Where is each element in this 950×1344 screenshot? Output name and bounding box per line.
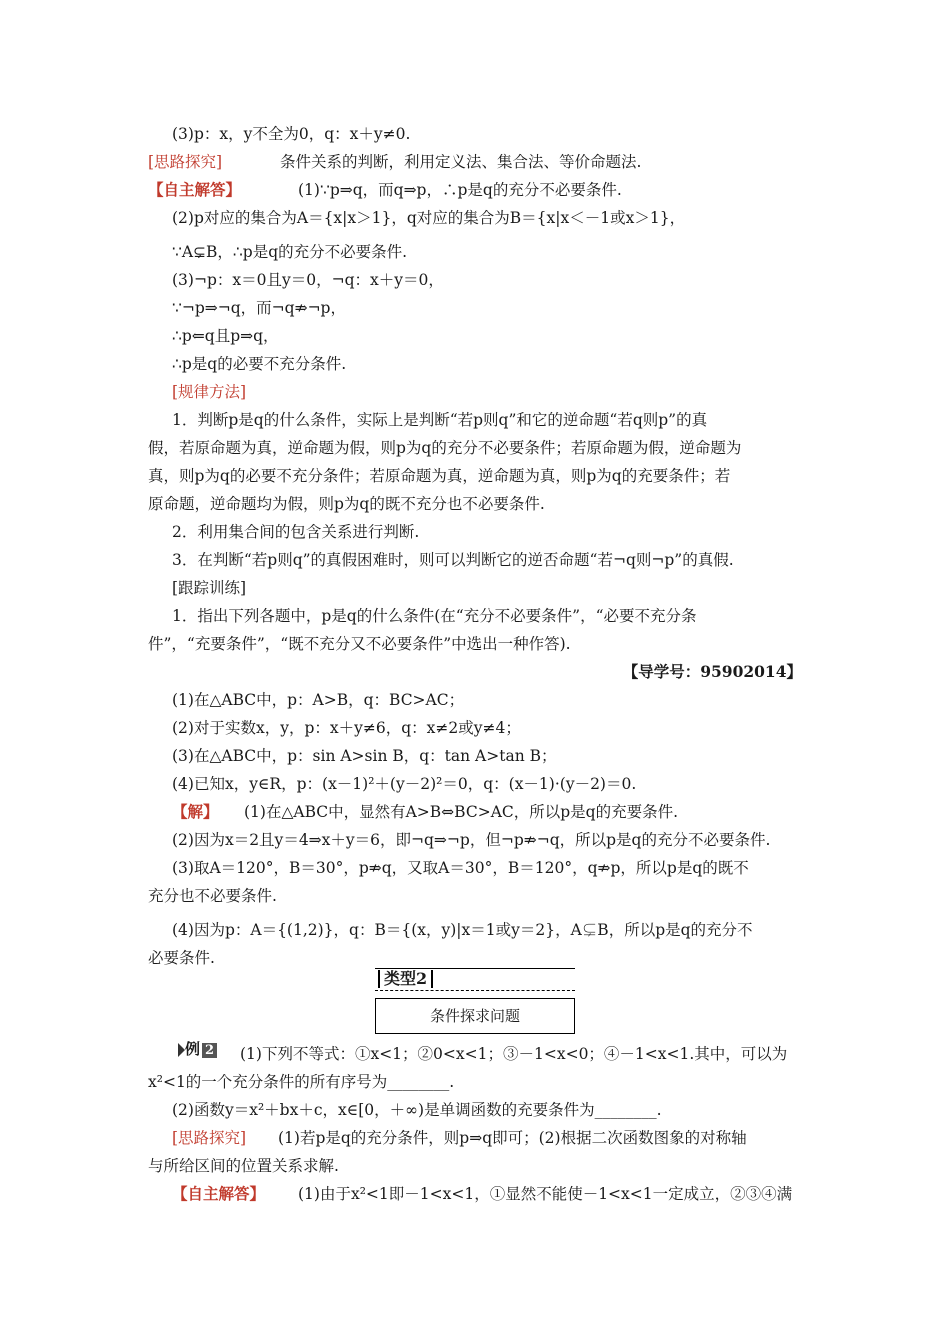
type-box-title: 条件探求问题 [375,998,575,1034]
text-line: 条件关系的判断，利用定义法、集合法、等价命题法. [280,153,642,171]
text-line: 充分也不必要条件. [148,887,277,905]
text-line: 【自主解答】 [148,180,242,199]
text-line: (2)对于实数x，y，p：x＋y≠6，q：x≠2或y≠4； [172,719,521,737]
text-line: 原命题，逆命题均为假，则p为q的既不充分也不必要条件. [148,495,545,513]
text-line: 2．利用集合间的包含关系进行判断. [172,523,420,541]
text-line: 假，若原命题为真，逆命题为假，则p为q的充分不必要条件；若原命题为假，逆命题为 [148,439,742,457]
text-line: (1)在△ABC中，显然有A>B⇔BC>AC，所以p是q的充要条件. [244,803,679,821]
text-line: (1)∵p⇒q，而q⇒p，∴p是q的充分不必要条件. [298,181,622,199]
text-line: 【解】 [172,802,219,821]
text-line: 必要条件. [148,949,215,967]
text-line: [规律方法] [172,383,247,401]
type-box-dash-rule [375,990,575,991]
example-number: 2 [202,1043,217,1058]
text-line: ∴p⇐q且p⇒q， [172,327,279,345]
text-line: ∴p是q的必要不充分条件. [172,355,347,373]
text-line: 与所给区间的位置关系求解. [148,1157,339,1175]
text-line: (3)在△ABC中，p：sin A>sin B，q：tan A>tan B； [172,747,557,765]
text-line: (2)p对应的集合为A＝{x|x＞1}，q对应的集合为B＝{x|x＜－1或x＞1}， [172,209,686,227]
text-line: (4)因为p：A＝{(1,2)}，q：B＝{(x，y)|x＝1或y＝2}，A⊊B，所以p是q的充分不 [172,921,753,939]
text-line: (1)下列不等式：①x<1；②0<x<1；③－1<x<0；④－1<x<1.其中，可以为 [240,1045,788,1063]
text-line: (3)取A＝120°，B＝30°，p⇏q，又取A＝30°，B＝120°，q⇏p，所以p是q的既不 [172,859,749,877]
text-line: 件”，“充要条件”，“既不充分又不必要条件”中选出一种作答). [148,635,571,653]
text-line: (2)函数y＝x²＋bx＋c，x∈[0，＋∞)是单调函数的充要条件为________. [172,1101,662,1119]
text-line: 1．指出下列各题中，p是q的什么条件(在“充分不必要条件”，“必要不充分条 [172,607,697,625]
text-line: 3．在判断“若p则q”的真假困难时，则可以判断它的逆否命题“若¬q则¬p”的真假. [172,551,734,569]
type-box [375,968,575,1036]
text-line: ∵¬p⇒¬q，而¬q⇏¬p， [172,299,346,317]
triangle-icon [178,1043,185,1057]
text-line: (2)因为x＝2且y＝4⇒x＋y＝6，即¬q⇒¬p，但¬p⇏¬q，所以p是q的充分不必要条件. [172,831,771,849]
text-line: (1)在△ABC中，p：A>B，q：BC>AC； [172,691,465,709]
text-line: 【自主解答】 [172,1184,266,1203]
text-line: [思路探究] [172,1129,247,1147]
text-line: x²<1的一个充分条件的所有序号为________. [148,1073,455,1091]
text-line: [跟踪训练] [172,579,247,597]
text-line: 真，则p为q的必要不充分条件；若原命题为真，逆命题为真，则p为q的充要条件；若 [148,467,731,485]
guide-code: 【导学号：95902014】 [622,662,802,681]
text-line: 1．判断p是q的什么条件，实际上是判断“若p则q”和它的逆命题“若q则p”的真 [172,411,708,429]
text-line: (1)若p是q的充分条件，则p⇒q即可；(2)根据二次函数图象的对称轴 [278,1129,747,1147]
text-line: [思路探究] [148,153,223,171]
example-badge [178,1038,217,1059]
example-label: 例 [185,1040,201,1058]
text-line: (3)¬p：x＝0且y＝0，¬q：x＋y＝0， [172,271,444,289]
type-box-tab: 类型2 [378,970,433,988]
text-line: ∵A⊊B，∴p是q的充分不必要条件. [172,243,408,261]
text-line: (4)已知x，y∈R，p：(x－1)²＋(y－2)²＝0，q：(x－1)·(y－2)＝0. [172,775,637,793]
text-line: (1)由于x²<1即－1<x<1，①显然不能使－1<x<1一定成立，②③④满 [298,1185,793,1203]
text-line: (3)p：x，y不全为0，q：x＋y≠0. [172,125,411,143]
